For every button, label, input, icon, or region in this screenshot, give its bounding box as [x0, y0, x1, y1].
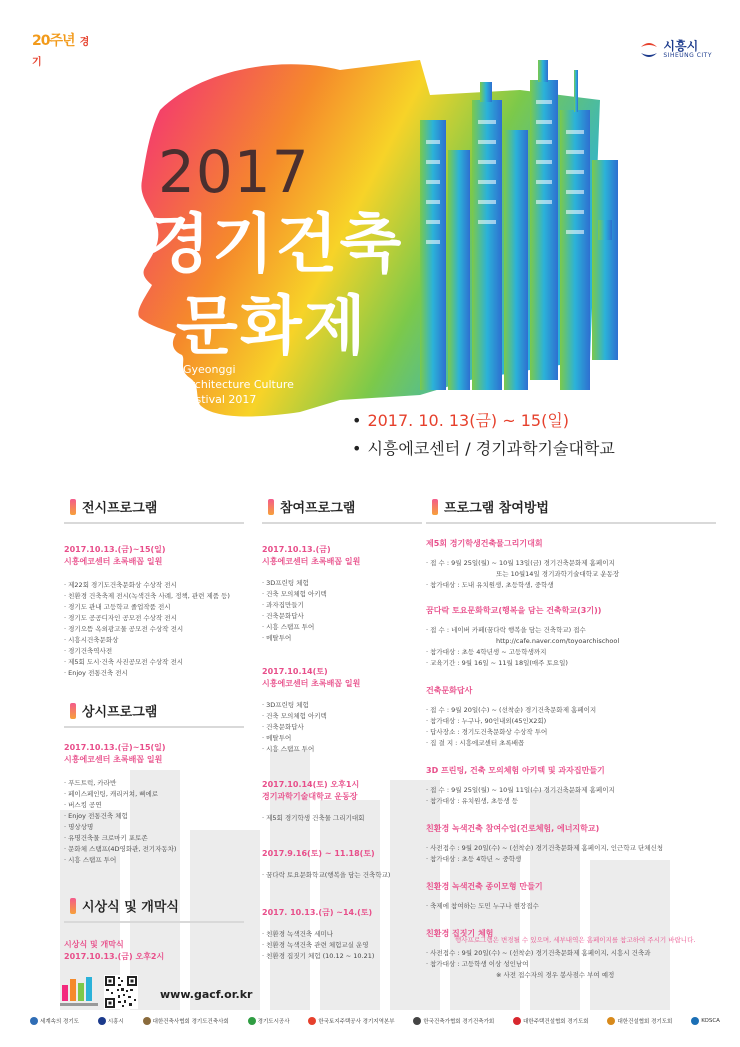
column-right [426, 497, 716, 981]
list-item: · 건축 모의체험 아키텍 [262, 711, 422, 722]
howto-line: · 접 수 : 네이버 카페(꿈다락 행복을 담는 건축학교) 접수 [426, 625, 716, 636]
english-line3: Festival 2017 [183, 393, 257, 406]
sponsor-mark-icon [691, 1017, 699, 1025]
festival-20th-logo [32, 30, 92, 70]
list-item: · 버스킹 공연 [64, 800, 244, 811]
list-item: · Enjoy 전통건축 전시 [64, 668, 244, 679]
howto-block-name: 친환경 녹색건축 참여수업(건로체험, 에너지학교) [426, 824, 600, 833]
list-item: · 문화체 스탬프(4D영화관, 전기자동차) [64, 844, 244, 855]
sponsor-logo: 한국토지주택공사 경기지역본부 [308, 1017, 394, 1025]
howto-block-name: 제5회 경기학생건축물그리기대회 [426, 539, 543, 548]
howto-line: · 축제에 참여하는 도민 누구나 현장접수 [426, 901, 716, 912]
howto-line: · 사전접수 : 9월 20일(수) ~ (선착순) 경기건축문화제 홈페이지, 인근학교 단체신청 [426, 843, 716, 854]
siheung-city-logo [639, 40, 712, 59]
howto-line: 또는 10월14일 경기과학기술대학교 운동장 [496, 570, 620, 578]
list-item: · 건축 모의체험 아키텍 [262, 589, 422, 600]
participate-block [262, 848, 422, 881]
website-link[interactable]: www.gacf.or.kr [160, 988, 253, 1001]
block-date: 2017.10.13.(금) [262, 545, 331, 554]
list-item: · 제5회 도시·건축 사진공모전 수상작 전시 [64, 657, 244, 668]
howto-line: · 집 결 지 : 시흥에코센터 초록배꼽 [426, 738, 716, 749]
list-item: · 경기건축역사전 [64, 646, 244, 657]
list-item: · 제22회 경기도건축문화상 수상작 전시 [64, 580, 244, 591]
exhibit-date: 2017.10.13.(금)~15(일) [64, 545, 166, 554]
list-item: · 제5회 경기학생 건축물 그리기대회 [262, 813, 422, 824]
howto-block [426, 765, 716, 807]
exhibit-section [64, 497, 244, 679]
howto-block-name: 친환경 녹색건축 종이모형 만들기 [426, 882, 543, 891]
howto-block-name: 3D 프린팅, 건축 모의체험 아키텍 및 과자집만들기 [426, 766, 605, 775]
permanent-list [64, 778, 244, 866]
list-item: · 건축문화답사 [262, 722, 422, 733]
list-item: · 시흥 스탬프 투어 [262, 622, 422, 633]
list-item: · 3D프린팅 체험 [262, 700, 422, 711]
list-item: · 친환경 녹색건축 세미나 [262, 929, 422, 940]
list-item: · 친환경 건축축제 전시(녹색건축 사례, 정책, 관련 제품 등) [64, 591, 244, 602]
logo-left-text1: 20주년 [32, 33, 75, 49]
list-item: · 메탈투어 [262, 733, 422, 744]
participate-heading: 참여프로그램 [262, 497, 422, 516]
opening-datetime: 2017.10.13.(금) 오후2시 [64, 952, 165, 961]
column-left [64, 497, 244, 963]
block-date: 2017.10.14(토) [262, 667, 328, 676]
sponsor-mark-icon [413, 1017, 421, 1025]
exhibit-list [64, 580, 244, 679]
permanent-date: 2017.10.13.(금)~15(일) [64, 743, 166, 752]
notice-text: 행사프로그램은 변경될 수 있으며, 세부내역은 홈페이지를 참고하여 주시기 바랍니다. [455, 936, 696, 944]
howto-line: · 사전접수 : 9월 20일(수) ~ (선착순) 경기건축문화제 홈페이지, 시흥시 건축과 [426, 948, 716, 959]
block-place: 시흥에코센터 초록배꼽 일원 [262, 557, 361, 566]
sponsor-mark-icon [513, 1017, 521, 1025]
sponsor-logo: 시흥시 [98, 1017, 124, 1025]
list-item: · 경기도 공공디자인 공모전 수상작 전시 [64, 613, 244, 624]
event-date: • 2017. 10. 13(금) ~ 15(일) [352, 411, 570, 430]
howto-line: · 참가대상 : 유치원생, 초등생 등 [426, 796, 716, 807]
permanent-section [64, 701, 244, 866]
howto-block [426, 823, 716, 865]
hero-english-title [183, 362, 294, 407]
howto-line: · 참가대상 : 누구나, 90인내외(45인X2회) [426, 716, 716, 727]
list-item: · 과자집만들기 [262, 600, 422, 611]
howto-line: · 답사장소 : 경기도건축문화상 수상작 투어 [426, 727, 716, 738]
block-date: 2017.10.14(토) 오후1시 [262, 780, 360, 789]
howto-line: · 접 수 : 9월 25일(월) ~ 10월 13일(금) 경기건축문화제 홈페이지 [426, 558, 716, 569]
participate-block [262, 544, 422, 644]
sponsor-mark-icon [30, 1017, 38, 1025]
english-line1: Gyeonggi [183, 363, 236, 376]
permanent-place: 시흥에코센터 초록배꼽 일원 [64, 755, 163, 764]
exhibit-heading: 전시프로그램 [64, 497, 244, 516]
qr-code-icon[interactable] [104, 975, 138, 1009]
howto-line: · 교육기간 : 9월 16일 ~ 11월 18일(매주 토요일) [426, 658, 716, 669]
list-item: · 푸드트럭, 카라반 [64, 778, 244, 789]
sponsor-logo: 세계속의 경기도 [30, 1017, 79, 1025]
howto-block-name: 건축문화답사 [426, 686, 473, 695]
list-item: · 건축문화답사 [262, 611, 422, 622]
howto-line: · 접 수 : 9월 25일(월) ~ 10월 11일(수) 경기건축문화제 홈페이지 [426, 785, 716, 796]
sponsor-mark-icon [308, 1017, 316, 1025]
opening-name: 시상식 및 개막식 [64, 940, 124, 949]
sponsor-logo: 경기도시공사 [248, 1017, 290, 1025]
sponsor-logo: 한국건축가협회 경기건축가회 [413, 1017, 494, 1025]
list-item: · 시흥시건축문화상 [64, 635, 244, 646]
howto-line: · 접 수 : 9월 20일(수) ~ (선착순) 경기건축문화제 홈페이지 [426, 705, 716, 716]
siheung-mark-icon [639, 41, 659, 59]
sponsor-logo: 대한건축사협회 경기도건축사회 [143, 1017, 229, 1025]
list-item: · 3D프린팅 체험 [262, 578, 422, 589]
opening-section [64, 896, 244, 963]
sponsor-mark-icon [248, 1017, 256, 1025]
list-item: · 친환경 집짓기 체험 (10.12 ~ 10.21) [262, 951, 422, 962]
list-item: · 명상상명 [64, 822, 244, 833]
howto-block [426, 881, 716, 912]
list-item: · 경기도 관내 고등학교 졸업작품 전시 [64, 602, 244, 613]
english-line2: Architecture Culture [183, 378, 294, 391]
hero-title-line2: 문화제 [176, 290, 368, 364]
hero-title-line1: 경기건축 [148, 208, 404, 282]
howto-block [426, 685, 716, 749]
howto-line: http://cafe.naver.com/toyoarchischool [496, 637, 620, 645]
sponsor-mark-icon [98, 1017, 106, 1025]
permanent-heading: 상시프로그램 [64, 701, 244, 720]
list-item: · 페이스페인팅, 캐리커쳐, 삐에로 [64, 789, 244, 800]
list-item: · 시흥 스탬프 투어 [64, 855, 244, 866]
hero-year: 2017 [158, 138, 310, 206]
howto-block [426, 605, 716, 669]
exhibit-place: 시흥에코센터 초록배꼽 일원 [64, 557, 163, 566]
siheung-name: 시흥시 [663, 39, 699, 53]
column-middle [262, 497, 422, 962]
event-place: • 시흥에코센터 / 경기과학기술대학교 [352, 439, 615, 458]
block-place: 시흥에코센터 초록배꼽 일원 [262, 679, 361, 688]
sponsor-logo: 대한건설협회 경기도회 [607, 1017, 672, 1025]
list-item: · 친환경 녹색건축 관련 체험교실 운영 [262, 940, 422, 951]
howto-block-name: 친환경 집짓기 체험 [426, 929, 494, 938]
sponsor-bar [30, 1012, 720, 1030]
block-date: 2017. 10.13.(금) ~14.(토) [262, 908, 373, 917]
howto-heading: 프로그램 참여방법 [426, 497, 716, 516]
list-item: · Enjoy 전통건축 체험 [64, 811, 244, 822]
sponsor-mark-icon [143, 1017, 151, 1025]
howto-block-name: 꿈다락 토요문화학교(행복을 담는 건축학교(3기)) [426, 606, 602, 615]
sponsor-mark-icon [607, 1017, 615, 1025]
block-place: 경기과학기술대학교 운동장 [262, 792, 358, 801]
howto-line: · 참가대상 : 초등 4학년생 ~ 고등학생까지 [426, 647, 716, 658]
block-date: 2017.9.16(토) ~ 11.18(토) [262, 849, 375, 858]
howto-line: · 참가대상 : 도내 유치원생, 초등학생, 중학생 [426, 580, 716, 591]
opening-heading: 시상식 및 개막식 [64, 896, 244, 915]
howto-line: ※ 사전 접수자의 경우 봉사점수 부여 예정 [496, 971, 615, 979]
list-item: · 시흥 스탬프 투어 [262, 744, 422, 755]
participate-block [262, 907, 422, 962]
logo-left-text2: 경기 [32, 37, 90, 68]
siheung-sub: SIHEUNG CITY [663, 52, 712, 59]
participate-block [262, 666, 422, 755]
participate-block [262, 779, 422, 824]
howto-line: · 참가대상 : 초등 4학년 ~ 중학생 [426, 854, 716, 865]
howto-block [426, 538, 716, 591]
howto-line: · 참가대상 : 고등학생 이상 성인남여 [426, 959, 716, 970]
sponsor-logo: 대한주택건설협회 경기도회 [513, 1017, 589, 1025]
event-date-text: 2017. 10. 13(금) ~ 15(일) [367, 411, 570, 430]
list-item: · 꿈다락 토요문화학교(행복을 담는 건축학교) [262, 870, 422, 881]
list-item: · 메탈투어 [262, 633, 422, 644]
festival-logo-icon [60, 975, 98, 1009]
event-place-text: 시흥에코센터 / 경기과학기술대학교 [367, 439, 615, 458]
list-item: · 유명건축물 크로마키 포토존 [64, 833, 244, 844]
sponsor-logo: KOSCA [691, 1017, 720, 1025]
list-item: · 경기으뜸 옥외광고물 공모전 수상작 전시 [64, 624, 244, 635]
